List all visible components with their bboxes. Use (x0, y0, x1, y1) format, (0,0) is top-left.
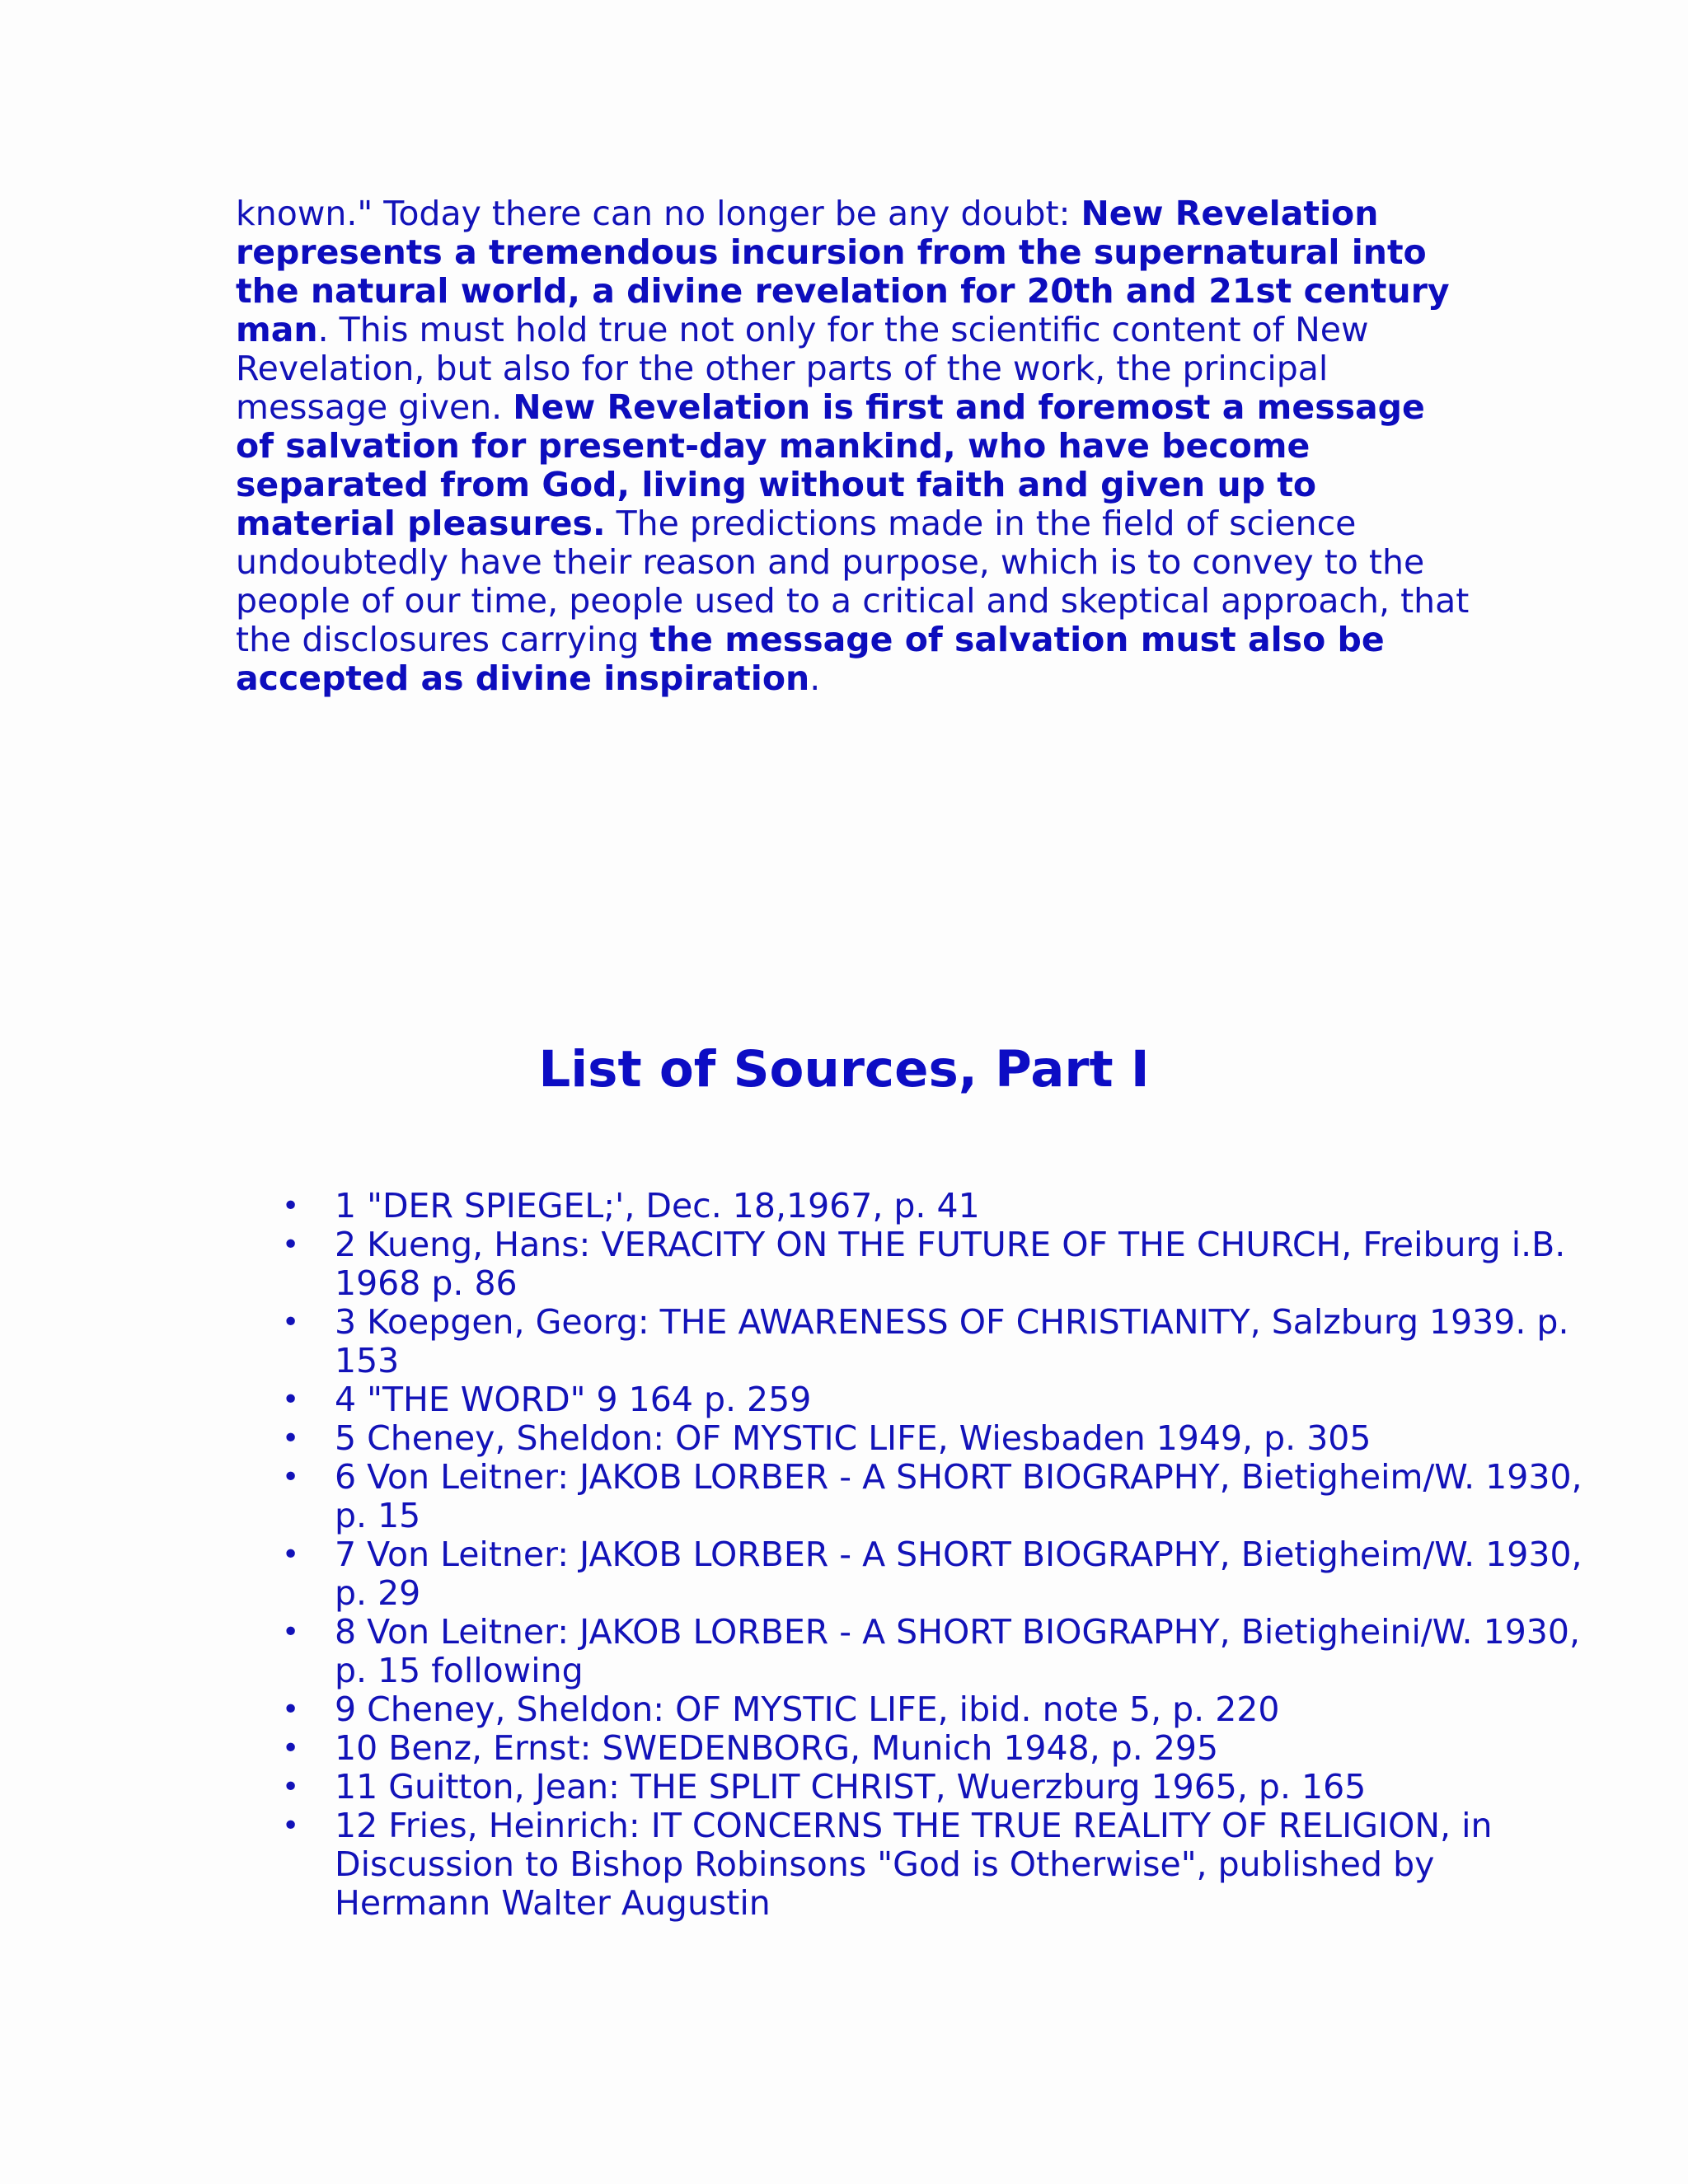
sources-heading: List of Sources, Part I (538, 1040, 1150, 1099)
bullet-icon: • (282, 1228, 300, 1262)
source-text: 11 Guitton, Jean: THE SPLIT CHRIST, Wuerzburg 1965, p. 165 (335, 1767, 1367, 1807)
source-item (282, 1457, 1587, 1535)
source-text: 3 Koepgen, Georg: THE AWARENESS OF CHRISTIANITY, Salzburg 1939. p. 153 (335, 1302, 1569, 1380)
intro-text-3: The predictions made in the field of science undoubtedly have their reason and purpose, which is to convey to the people of our time, people used to a critical and skeptical approach, that the disclosures carrying (236, 504, 1470, 659)
source-text: 8 Von Leitner: JAKOB LORBER - A SHORT BIOGRAPHY, Bietigheini/W. 1930, p. 15 following (335, 1612, 1580, 1690)
intro-bold-2: New Revelation is first and foremost a message of salvation for present-day mankind, who have become separated from God, living without faith and given up to material pleasures. (236, 387, 1425, 543)
source-text: 1 "DER SPIEGEL;', Dec. 18,1967, p. 41 (335, 1186, 980, 1226)
intro-bold-3: the message of salvation must also be accepted as divine inspiration (236, 620, 1385, 698)
source-text: 6 Von Leitner: JAKOB LORBER - A SHORT BIOGRAPHY, Bietigheim/W. 1930, p. 15 (335, 1457, 1582, 1535)
source-item (282, 1380, 1587, 1419)
bullet-icon: • (282, 1732, 300, 1765)
source-text: 10 Benz, Ernst: SWEDENBORG, Munich 1948, p. 295 (335, 1728, 1219, 1768)
intro-text-2: . This must hold true not only for the scientific content of New Revelation, but also for the other parts of the work, the principal message given. (236, 310, 1369, 427)
intro-paragraph (236, 194, 1472, 698)
intro-text-1: known." Today there can no longer be any doubt: (236, 194, 1081, 233)
bullet-icon: • (282, 1422, 300, 1455)
source-item (282, 1806, 1587, 1923)
source-item (282, 1302, 1587, 1380)
source-item (282, 1767, 1587, 1807)
bullet-icon: • (282, 1615, 300, 1649)
source-item (282, 1186, 1587, 1226)
bullet-icon: • (282, 1460, 300, 1494)
bullet-icon: • (282, 1809, 300, 1843)
source-text: 2 Kueng, Hans: VERACITY ON THE FUTURE OF THE CHURCH, Freiburg i.B. 1968 p. 86 (335, 1225, 1566, 1303)
sources-list (236, 1187, 1587, 1923)
bullet-icon: • (282, 1693, 300, 1727)
bullet-icon: • (282, 1189, 300, 1223)
source-item (282, 1535, 1587, 1613)
source-item (282, 1690, 1587, 1729)
bullet-icon: • (282, 1538, 300, 1572)
intro-text-4: . (809, 658, 821, 698)
source-item (282, 1225, 1587, 1303)
source-text: 7 Von Leitner: JAKOB LORBER - A SHORT BIOGRAPHY, Bietigheim/W. 1930, p. 29 (335, 1535, 1582, 1613)
source-text: 12 Fries, Heinrich: IT CONCERNS THE TRUE REALITY OF RELIGION, in Discussion to Bishop Robinsons "God is Otherwise", published by Hermann Walter Augustin (335, 1806, 1493, 1923)
source-item (282, 1612, 1587, 1690)
source-text: 9 Cheney, Sheldon: OF MYSTIC LIFE, ibid. note 5, p. 220 (335, 1690, 1280, 1729)
source-item (282, 1728, 1587, 1768)
source-text: 4 "THE WORD" 9 164 p. 259 (335, 1380, 812, 1419)
bullet-icon: • (282, 1770, 300, 1804)
bullet-icon: • (282, 1305, 300, 1339)
bullet-icon: • (282, 1383, 300, 1417)
source-text: 5 Cheney, Sheldon: OF MYSTIC LIFE, Wiesbaden 1949, p. 305 (335, 1418, 1372, 1458)
source-item (282, 1418, 1587, 1458)
intro-bold-1: New Revelation represents a tremendous incursion from the supernatural into the natural world, a divine revelation for 20th and 21st century man (236, 194, 1450, 349)
